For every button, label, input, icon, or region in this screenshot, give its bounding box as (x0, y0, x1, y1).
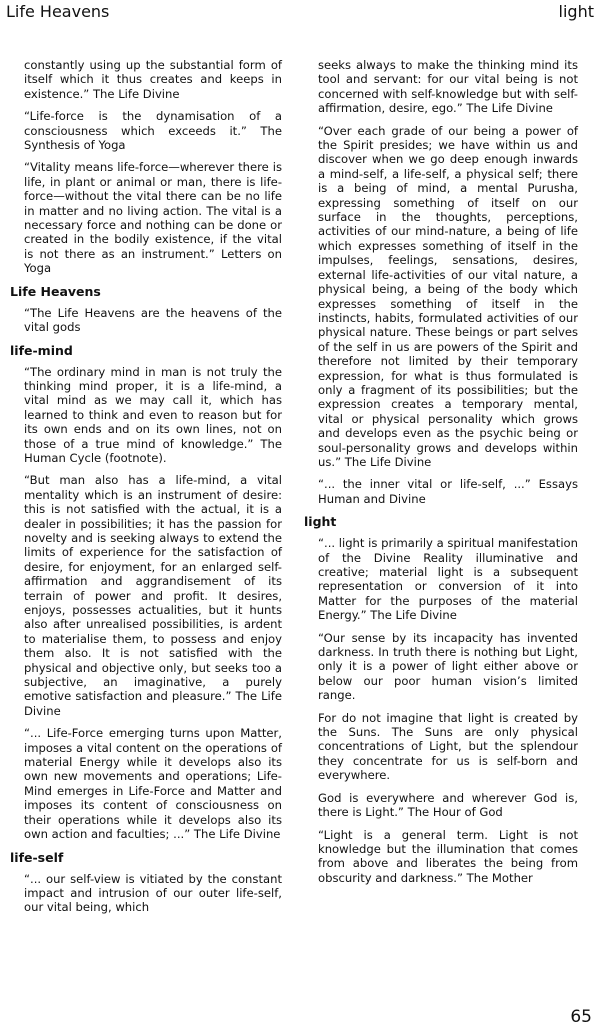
quote-paragraph: “... light is primarily a spiritual manifestation of the Divine Reality illuminative and creative; material light is a subsequent representation or conversion of it into Matter for the purposes of the material Energy.” The Life Divine (318, 536, 578, 623)
quote-paragraph: “Our sense by its incapacity has invented darkness. In truth there is nothing but Light, only it is a power of light either above or below our poor human vision’s limited range. (318, 630, 578, 703)
entry-heading: light (304, 514, 337, 530)
quote-paragraph: For do not imagine that light is created by the Suns. The Suns are only physical concentrations of Light, but the splendour they concentrate for us is self-born and everywhere. (318, 710, 578, 783)
quote-paragraph: “Life-force is the dynamisation of a consciousness which exceeds it.” The Synthesis of Yoga (24, 109, 282, 153)
quote-paragraph: “Over each grade of our being a power of the Spirit presides; we have within us and discover when we go deep enough inwards a mind-self, a life-self, a physical self; there is a being of mind, a mental Purusha, expressing something of itself on our surface in the thoughts, perceptions, activities of our mind-nature, a being of life which expresses something of itself in the impulses, feelings, sensations, desires, external life-activities of our vital nature, a physical being, a being of the body which expresses something of itself in the instincts, habits, formulated activities of our physical nature. These beings or part selves of the self in us are powers of the Spirit and therefore not limited by their temporary expression, for what is thus formulated is only a fragment of its possibilities; but the expression creates a temporary mental, vital or physical personality which grows and develops even as the psychic being or soul-personality grows and develops within us.” The Life Divine (318, 123, 578, 469)
page-number: 65 (570, 1007, 592, 1027)
quote-paragraph: “Light is a general term. Light is not knowledge but the illumination that comes from above and liberates the being from obscurity and darkness.” The Mother (318, 827, 578, 885)
left-column (10, 58, 282, 923)
entry-heading: life-mind (10, 342, 73, 358)
quote-paragraph: constantly using up the substantial form of itself which it thus creates and keeps in existence.” The Life Divine (24, 58, 282, 101)
quote-paragraph: God is everywhere and wherever God is, there is Light.” The Hour of God (318, 790, 578, 820)
quote-paragraph: “But man also has a life-mind, a vital mentality which is an instrument of desire: this is not satisfied with the actual, it is a dealer in possibilities; it has the passion for novelty and is seeking always to extend the limits of experience for the satisfaction of desire, for enjoyment, for an enlarged self-affirmation and aggrandisement of its terrain of power and profit. It desires, enjoys, possesses actualities, but it hunts also after unrealised possibilities, is ardent to materialise them, to possess and enjoy them also. It is not satisfied with the physical and objective only, but seeks too a subjective, an imaginative, a purely emotive satisfaction and pleasure.” The Life Divine (24, 473, 282, 718)
quote-paragraph: “... the inner vital or life-self, ...” Essays Human and Divine (318, 477, 578, 506)
entry-heading: Life Heavens (10, 283, 101, 299)
quote-paragraph: “Vitality means life-force—wherever there is life, in plant or animal or man, there is life-force—without the vital there can be no life in matter and no living action. The vital is a necessary force and nothing can be done or created in the bodily existence, if the vital is not there as an instrument.” Letters on Yoga (24, 160, 282, 276)
entry-heading: life-self (10, 849, 64, 865)
right-column (304, 58, 578, 893)
quote-paragraph: “The ordinary mind in man is not truly the thinking mind proper, it is a life-mind, a vital mind as we may call it, which has learned to think and even to reason but for its own ends and on its own lines, not on those of a true mind of knowledge.” The Human Cycle (footnote). (24, 364, 282, 465)
quote-paragraph: “... Life-Force emerging turns upon Matter, imposes a vital content on the operations of material Energy while it develops also its own new movements and operations; Life-Mind emerges in Life-Force and Matter and imposes its content of consciousness on their operations while it develops also its own action and faculties; ...” The Life Divine (24, 726, 282, 842)
running-header-left: Life Heavens (6, 2, 110, 21)
quote-paragraph: seeks always to make the thinking mind its tool and servant: for our vital being is not concerned with self-knowledge but with self-affirmation, desire, ego.” The Life Divine (318, 58, 578, 116)
running-header-right: light (558, 2, 594, 21)
quote-paragraph: “... our self-view is vitiated by the constant impact and intrusion of our outer life-self, our vital being, which (24, 871, 282, 915)
quote-paragraph: “The Life Heavens are the heavens of the vital gods (24, 305, 282, 335)
